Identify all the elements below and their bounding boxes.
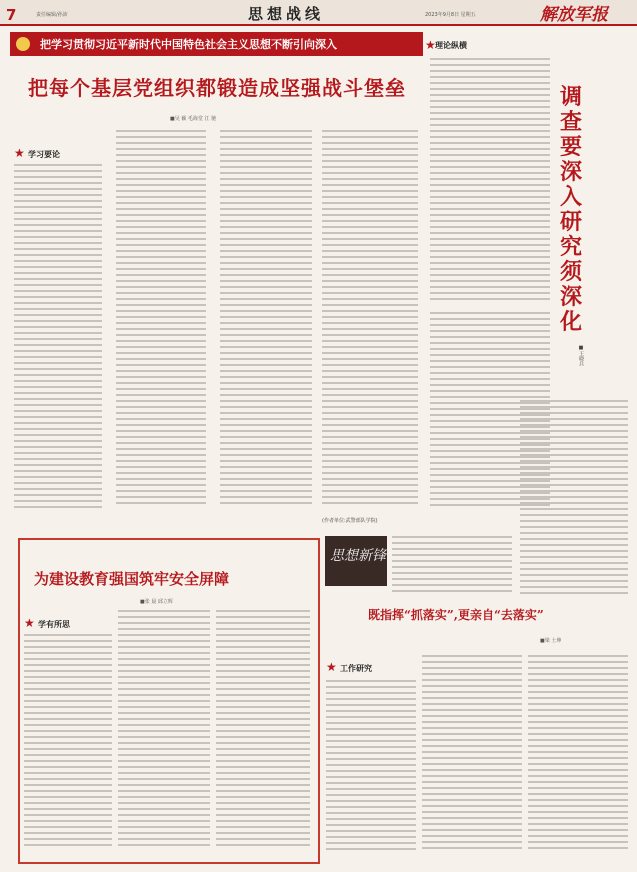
boxed-article-byline: ■张 晨 邱立辉: [140, 599, 173, 605]
theory-text-d: [392, 536, 512, 596]
main-headline: 把每个基层党组织都锻造成坚强战斗堡垒: [28, 76, 406, 100]
star-icon: ★: [425, 38, 436, 52]
paper-logo: 解放军报: [540, 5, 608, 25]
calligraphy-label: 思想新锋: [330, 548, 386, 564]
star-icon: ★: [326, 660, 337, 674]
main-subhead: 学习要论: [28, 150, 60, 159]
main-text-col-3: [220, 130, 312, 514]
theory-column-label: 理论纵横: [435, 41, 467, 50]
theory-text-a: [430, 58, 550, 308]
main-text-col-2: [116, 130, 206, 514]
party-emblem-icon: [16, 37, 30, 51]
right-text-col-1: [326, 680, 416, 856]
right-text-col-3: [528, 655, 628, 855]
theory-author: ■王晓兵: [578, 345, 584, 366]
star-icon: ★: [14, 146, 25, 160]
star-icon: ★: [24, 616, 35, 630]
main-text-col-4: [322, 130, 418, 514]
boxed-text-col-3: [216, 610, 310, 854]
main-byline: ■吴 颖 毛海堂 江 驰: [170, 116, 217, 122]
theory-text-c: [520, 400, 628, 600]
right-article-headline: 既指挥“抓落实”,更亲自“去落实”: [368, 608, 544, 622]
author-affiliation: (作者单位:武警部队学院): [322, 518, 378, 524]
section-title: 思想战线: [248, 5, 325, 23]
right-article-byline: ■梁 土坤: [540, 638, 562, 644]
right-subhead: 工作研究: [340, 664, 372, 673]
editor-line: 责任编辑/孙沛: [36, 12, 68, 18]
boxed-text-col-1: [24, 634, 112, 854]
boxed-article-title: 为建设教育强国筑牢安全屏障: [34, 570, 230, 588]
boxed-subhead: 学有所思: [38, 620, 70, 629]
main-text-col-1: [14, 164, 102, 514]
right-text-col-2: [422, 655, 522, 855]
banner-text: 把学习贯彻习近平新时代中国特色社会主义思想不断引向深入: [40, 38, 337, 51]
boxed-text-col-2: [118, 610, 210, 854]
theory-vertical-title: 调查要深入 研究须深化: [560, 84, 583, 335]
issue-date: 2023年9月8日 星期五: [425, 12, 476, 18]
page-number: 7: [6, 6, 17, 24]
